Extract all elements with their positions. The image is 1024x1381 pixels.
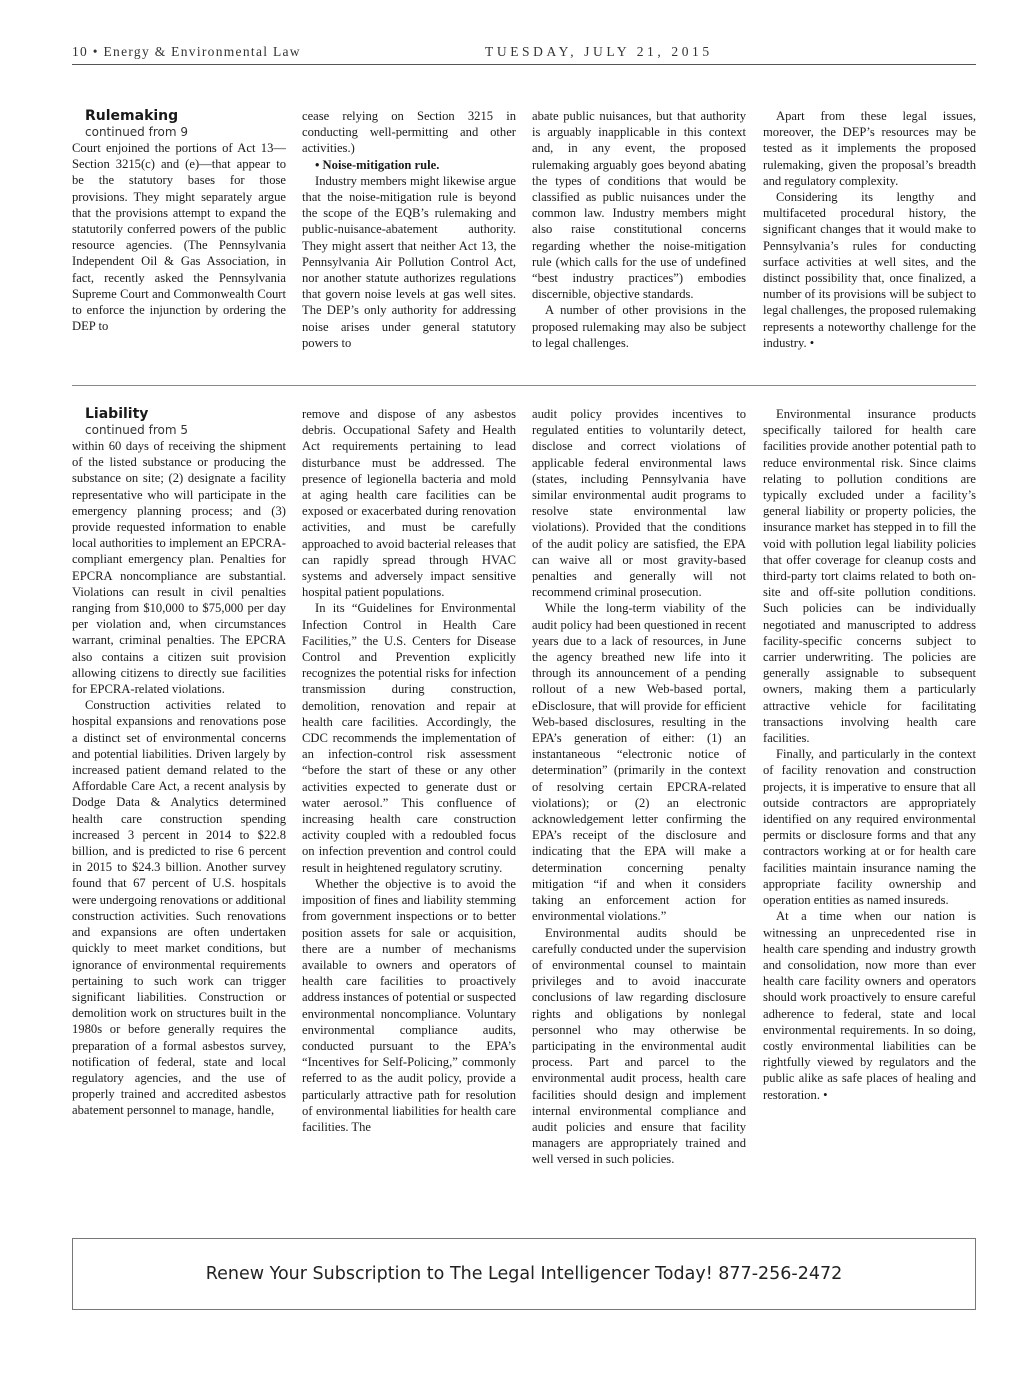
- paragraph: Court enjoined the portions of Act 13—Section 3215(c) and (e)—that appear to be the statutory bases for those provisions. They might separately argue that the provisions attempt to expand the statutorily conferred powers of the public resource agencies. (The Pennsylvania Independent Oil & Gas Association, in fact, recently asked the Pennsylvania Supreme Court and Commonwealth Court to enforce the injunction by ordering the DEP to: [72, 141, 286, 334]
- paragraph: abate public nuisances, but that authority is arguably inapplicable in this context and, in any event, the proposed rulemaking arguably goes beyond abating the types of conditions that would be classified as public nuisances under the common law. Industry members might also raise constitutional concerns regarding whether the noise-mitigation rule (which calls for the use of undefined “best industry practices”) embodies discernible, objective standards.: [532, 109, 746, 302]
- liability-kicker: Liability: [85, 406, 149, 422]
- page-header: [72, 44, 976, 64]
- liability-section: [72, 406, 976, 1218]
- subscription-ad-text: Renew Your Subscription to The Legal Intelligencer Today! 877-256-2472: [205, 1264, 843, 1284]
- liability-column-3: [532, 406, 746, 1168]
- paragraph: remove and dispose of any asbestos debris. Occupational Safety and Health Act requirements pertaining to lead disturbance must be addressed. The presence of legionella bacteria and mold at aging health care facilities can be exposed or exacerbated during renovation activities, and must be carefully approached to avoid bacterial releases that can rapidly spread through HVAC systems and adversely impact sensitive hospital patient populations.: [302, 407, 516, 600]
- liability-column-1: [72, 406, 286, 1119]
- liability-column-4: [763, 406, 976, 1103]
- rulemaking-section: [72, 108, 976, 376]
- liability-column-2: [302, 406, 516, 1135]
- paragraph: Whether the objective is to avoid the imposition of fines and liability stemming from government inspections or to better position assets for sale or acquisition, there are a number of mechanisms available to owners and operators of health care facilities to proactively address instances of potential or suspected environmental noncompliance. Voluntary environmental compliance audits, conducted pursuant to the EPA’s “Incentives for Self-Policing,” commonly referred to as the audit policy, provide a particularly attractive path for resolution of environmental liabilities for health care facilities. The: [302, 876, 516, 1134]
- paragraph: audit policy provides incentives to regulated entities to voluntarily detect, disclose and correct violations of applicable federal environmental laws (states, including Pennsylvania have similar environmental audit programs to resolve state environmental law violations). Provided that the conditions of the audit policy are satisfied, the EPA can waive all or most gravity-based penalties and generally will not recommend criminal prosecution.: [532, 407, 746, 600]
- subhead-noise-mitigation: • Noise-mitigation rule.: [315, 157, 440, 172]
- paragraph: cease relying on Section 3215 in conducting well-permitting and other activities.): [302, 109, 516, 156]
- paragraph: In its “Guidelines for Environmental Infection Control in Health Care Facilities,” the U.S. Centers for Disease Control and Prevention explicitly recognizes the potential risks for infection transmission during construction, demolition, renovation and repair at health care facilities. Accordingly, the CDC recommends the implementation of an infection-control risk assessment “before the start of these or any other activities expected to generate dust or water aerosol.” This confluence of increasing health care construction activity coupled with a redoubled focus on infection prevention and control could result in heightened regulatory scrutiny.: [302, 601, 516, 875]
- paragraph: While the long-term viability of the audit policy had been questioned in recent years due to a lack of resources, in June the agency breathed new life into it through its announcement of a pending rollout of a new Web-based portal, eDisclosure, that will provide for efficient Web-based disclosures, resulting in the EPA’s generation of either: (1) an instantaneous “electronic notice of determination” (primarily in the context of resolving certain EPCRA-related violations); or (2) an electronic acknowledgement letter confirming the EPA’s receipt of the disclosure and indicating that the EPA will make a determination concerning penalty mitigation “if and when it considers taking an enforcement action for environmental violations.”: [532, 601, 746, 924]
- paragraph: Construction activities related to hospital expansions and renovations pose a distinct set of environmental concerns and potential liabilities. Driven largely by increased patient demand related to the Affordable Care Act, a recent analysis by Dodge Data & Analytics determined health care construction spending increased 3 percent in 2014 to $22.8 billion, and is predicted to rise 6 percent in 2015 to $24.3 billion. Another survey found that 67 percent of U.S. hospitals were undergoing renovations or additional construction activities. Such renovations and expansions are often undertaken quickly to meet market conditions, but ignorance of environmental requirements pertaining to such work can trigger significant liabilities. Construction or demolition work on structures built in the 1980s or before generally requires the preparation of a formal asbestos survey, notification of federal, state and local regulatory agencies, and the use of properly trained and accredited asbestos abatement personnel to manage, handle,: [72, 698, 286, 1118]
- page-label: 10 • Energy & Environmental Law: [72, 44, 301, 59]
- paragraph: Apart from these legal issues, moreover, the DEP’s resources may be tested as it implements the proposed rulemaking, given the proposal’s breadth and regulatory complexity.: [763, 109, 976, 188]
- paragraph: Industry members might likewise argue that the noise-mitigation rule is beyond the scope of the EQB’s rulemaking and public-nuisance-abatement authority. They might assert that neither Act 13, the Pennsylvania Air Pollution Control Act, nor another statute authorizes regulations that govern noise levels at gas well sites. The DEP’s only authority for addressing noise arises under general statutory powers to: [302, 173, 516, 350]
- paragraph: A number of other provisions in the proposed rulemaking may also be subject to legal challenges.: [532, 303, 746, 350]
- issue-date: TUESDAY, JULY 21, 2015: [485, 44, 713, 59]
- paragraph: within 60 days of receiving the shipment of the listed substance or producing the substance on site; (2) designate a facility representative who will participate in the emergency planning process; and (3) provide requested information to enable local authorities to implement an EPCRA-compliant emergency plan. Penalties for EPCRA noncompliance are substantial. Violations can result in civil penalties ranging from $10,000 to $75,000 per day per violation and, when circumstances warrant, criminal penalties. The EPCRA also contains a citizen suit provision allowing citizens to directly sue facilities for EPCRA-related violations.: [72, 439, 286, 697]
- subscription-ad-box: [72, 1238, 976, 1310]
- paragraph: Environmental insurance products specifically tailored for health care facilities provide another potential path to reduce environmental risk. Since claims relating to pollution conditions are typically excluded under a facility’s general liability or property policies, the insurance market has stepped in to fill the void with pollution legal liability policies that offer coverage for cleanup costs and third-party tort claims related to both on-site and off-site pollution conditions. Such policies can be individually negotiated and manuscripted to address facility-specific concerns subject to carrier underwriting. The policies are generally assignable to subsequent owners, making them a particularly attractive vehicle for facilitating transactions involving health care facilities.: [763, 407, 976, 746]
- header-rule: [72, 64, 976, 65]
- liability-continued: continued from 5: [85, 423, 188, 437]
- rulemaking-column-4: [763, 108, 976, 351]
- paragraph: At a time when our nation is witnessing an unprecedented rise in health care spending and industry growth and consolidation, now more than ever health care facility owners and operators should work proactively to ensure careful adherence to federal, state and local environmental requirements. In so doing, costly environmental liabilities can be rightfully viewed by regulators and the public alike as safe places of healing and restoration. •: [763, 909, 976, 1102]
- rulemaking-column-1: [72, 108, 286, 334]
- rulemaking-kicker: Rulemaking: [85, 108, 179, 124]
- paragraph: Considering its lengthy and multifaceted procedural history, the significant changes that it would make to Pennsylvania’s rules for conducting surface activities at well sites, and the distinct possibility that, once finalized, a number of its provisions will be subject to legal challenges, the proposed rulemaking represents a noteworthy challenge for the industry. •: [763, 190, 976, 350]
- rulemaking-continued: continued from 9: [85, 125, 188, 139]
- paragraph: Finally, and particularly in the context of facility renovation and construction projects, it is imperative to ensure that all outside contractors are appropriately identified on any required environmental permits or disclosure forms and that any contractors working at or for health care facilities maintain insurance naming the appropriate facility ownership and operation entities as named insureds.: [763, 747, 976, 908]
- rulemaking-column-3: [532, 108, 746, 351]
- rulemaking-column-2: [302, 108, 516, 351]
- paragraph: Environmental audits should be carefully conducted under the supervision of environmental counsel to maintain privileges and to avoid inaccurate conclusions of law regarding disclosure rights and obligations by nonlegal personnel who may otherwise be participating in the environmental audit process. Part and parcel to the environmental audit process, health care facilities should design and implement internal environmental compliance and audit policies and ensure that facility managers are appropriately trained and well versed in such policies.: [532, 925, 746, 1167]
- section-divider: [72, 385, 976, 386]
